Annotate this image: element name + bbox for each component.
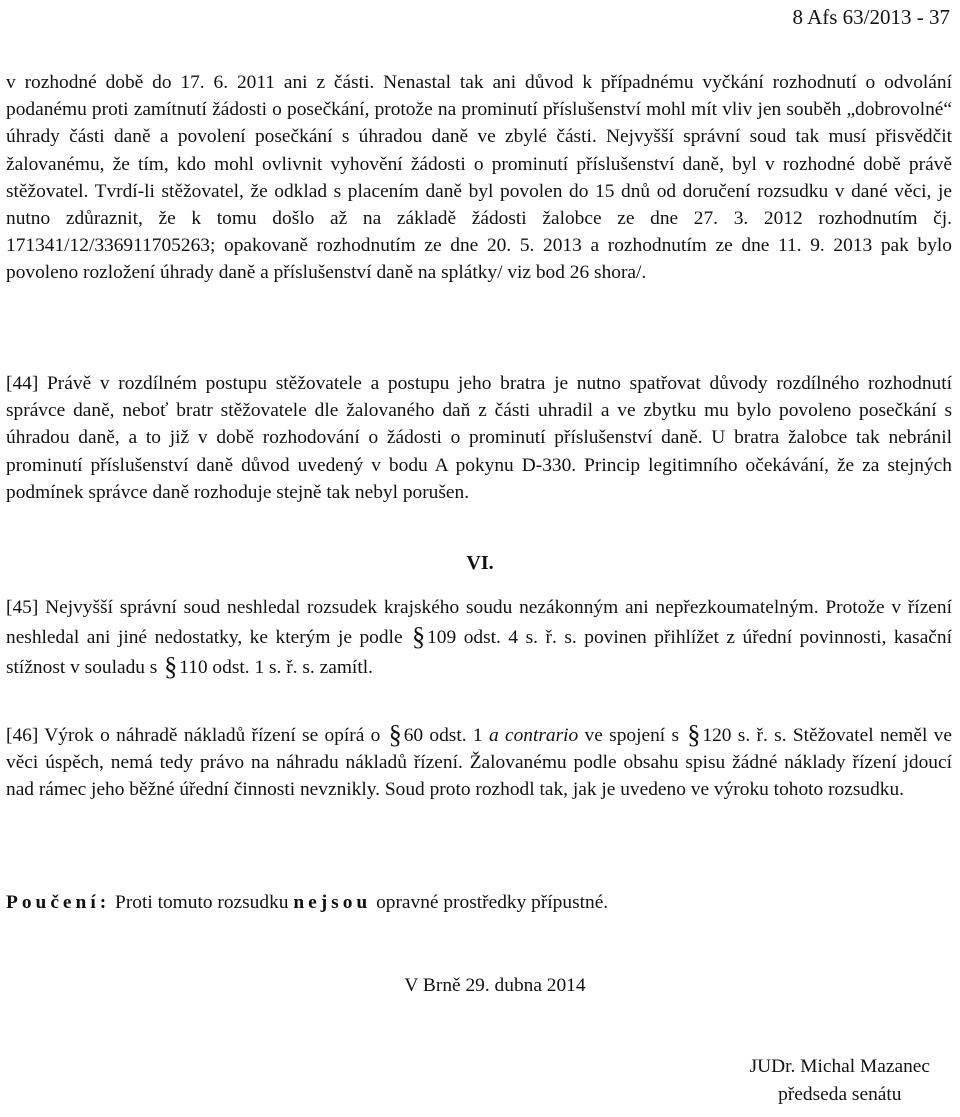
paragraph-45-text-b: 109 odst. 4 s. ř. s. povinen přihlížet z úřední povinnosti, kasační stížnost v souladu s: [6, 627, 952, 679]
signature-block: [750, 1053, 930, 1109]
section-sign-symbol: §: [164, 652, 178, 682]
signatory-name: JUDr. Michal Mazanec: [749, 1056, 930, 1077]
section-sign-symbol: §: [412, 622, 426, 652]
paragraph-45-text-c: 110 odst. 1 s. ř. s. zamítl.: [179, 657, 373, 679]
case-reference: 8 Afs 63/2013 - 37: [792, 5, 950, 29]
date-line: V Brně 29. dubna 2014: [404, 975, 586, 996]
paragraph-46-text-b: 60 odst. 1: [403, 725, 483, 746]
pouceni-label: Poučení:: [6, 892, 111, 913]
paragraph-46: [6, 719, 952, 804]
pouceni-text-2: opravné prostředky přípustné.: [376, 892, 609, 913]
paragraph-45: [6, 594, 952, 682]
pouceni-emphasis: nejsou: [293, 892, 372, 913]
signatory-role: předseda senátu: [778, 1084, 902, 1105]
paragraph-44: [44] Právě v rozdílném postupu stěžovatele a postupu jeho bratra je nutno spatřovat důvody rozdílného rozhodnutí správce daně, neboť bratr stěžovatele dle žalovaného daň z části uhradil a ve zbytku mu bylo povoleno posečkání s úhradou daně, a to již v době rozhodování o žádosti o prominutí příslušenství daně. U bratra žalobce tak nebránil prominutí příslušenství daně důvod uvedený v bodu A pokynu D-330. Princip legitimního očekávání, že za stejných podmínek správce daně rozhoduje stejně tak nebyl porušen.: [6, 373, 952, 503]
section-sign-symbol: §: [687, 720, 701, 749]
section-heading-vi: VI.: [466, 552, 494, 574]
latin-term: a contrario: [488, 725, 579, 746]
paragraph-46-text-a: [46] Výrok o náhradě nákladů řízení se opírá o: [6, 725, 381, 746]
paragraph-46-text-d: 120 s. ř. s. Stěžovatel neměl ve věci úspěch, nemá tedy právo na náhradu nákladů řízení. Žalovanému podle obsahu spisu žádné náklady řízení jdoucí nad rámec jeho běžné úřední činnosti nevznikly. Soud proto rozhodl tak, jak je uvedeno ve výroku tohoto rozsudku.: [6, 725, 952, 801]
paragraph-continuation: v rozhodné době do 17. 6. 2011 ani z části. Nenastal tak ani důvod k případnému vyčkání rozhodnutí o odvolání podanému proti zamítnutí žádosti o posečkání, protože na prominutí příslušenství mohl mít vliv jen souběh „dobrovolné“ úhrady části daně a povolení posečkání s úhradou daně ve zbylé části. Nejvyšší správní soud tak musí přisvědčit žalovanému, že tím, kdo mohl ovlivnit vyhovění žádosti o prominutí příslušenství daně, byl v rozhodné době právě stěžovatel. Tvrdí-li stěžovatel, že odklad s placením daně byl povolen do 15 dnů od doručení rozsudku v dané věci, je nutno zdůraznit, že k tomu došlo až na základě žádosti žalobce ze dne 27. 3. 2012 rozhodnutím čj. 171341/12/336911705263; opakovaně rozhodnutím ze dne 20. 5. 2013 a rozhodnutím ze dne 11. 9. 2013 pak bylo povoleno rozložení úhrady daně a příslušenství daně na splátky/ viz bod 26 shora/.: [6, 72, 952, 284]
pouceni-text-1: Proti tomuto rozsudku: [115, 892, 289, 913]
paragraph-45-text-a: [45] Nejvyšší správní soud neshledal rozsudek krajského soudu nezákonným ani nepřezkoumatelným. Protože v řízení neshledal ani jiné nedostatky, ke kterým je podle: [6, 597, 952, 649]
pouceni-line: [6, 889, 608, 917]
paragraph-46-text-c: ve spojení s: [584, 725, 680, 746]
section-sign-symbol: §: [388, 720, 402, 749]
